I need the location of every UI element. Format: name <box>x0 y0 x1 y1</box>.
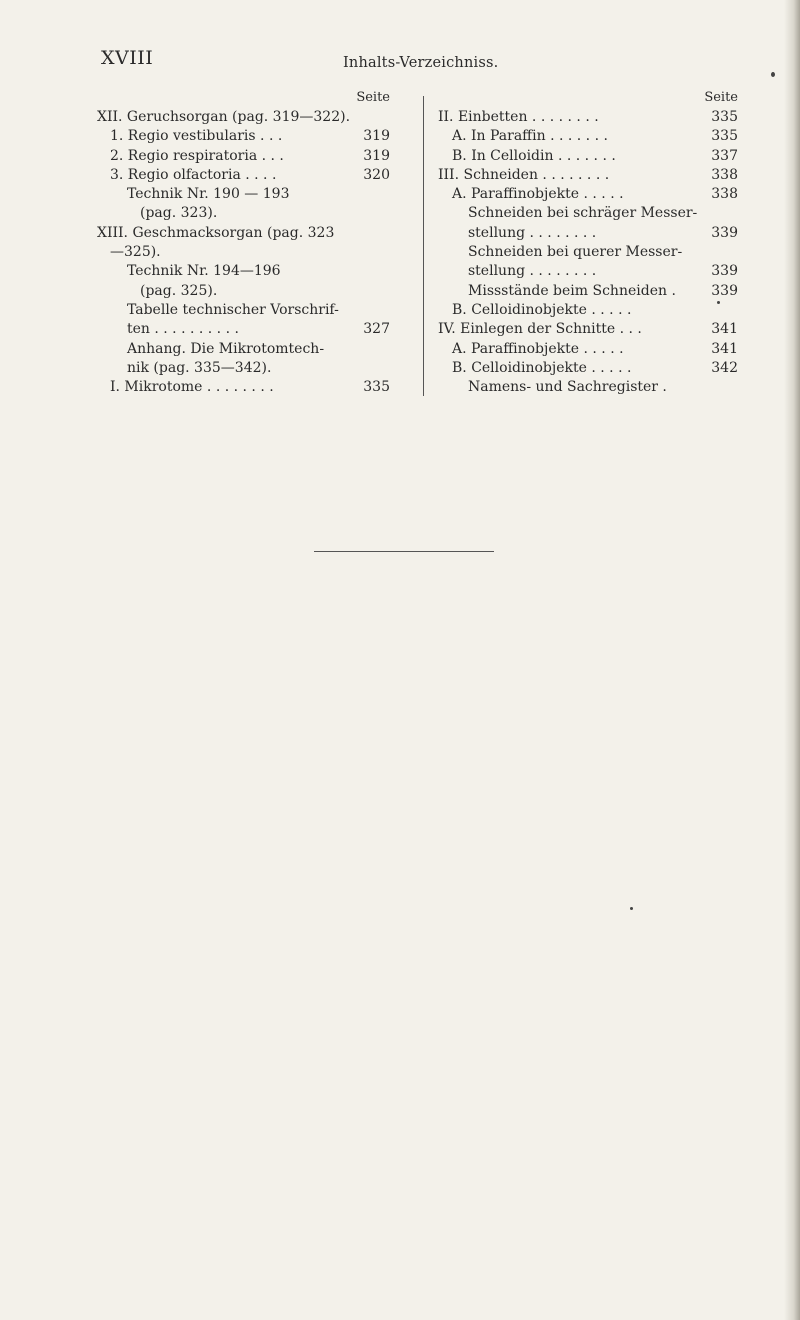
toc-entry-page: 339 <box>711 263 738 280</box>
toc-entry <box>97 320 390 339</box>
toc-entry <box>438 282 738 301</box>
toc-entry-page: 337 <box>711 147 738 164</box>
toc-entry-text: stellung . . . . . . . . <box>468 224 597 241</box>
toc-entry-page: 341 <box>711 321 738 338</box>
paper-speck <box>771 72 775 77</box>
toc-entry <box>97 166 390 185</box>
toc-entry <box>438 204 738 223</box>
toc-entry-page: 342 <box>711 359 738 376</box>
toc-entry-text: Missstände beim Schneiden . <box>468 282 676 299</box>
toc-entry-text: III. Schneiden . . . . . . . . <box>438 166 610 183</box>
seite-label-left: Seite <box>356 90 390 105</box>
toc-entry-text: B. Celloidinobjekte . . . . . <box>452 301 632 318</box>
toc-entry-text: stellung . . . . . . . . <box>468 263 597 280</box>
footer-rule <box>314 551 494 552</box>
toc-entry-page: 319 <box>363 128 390 145</box>
toc-entry <box>438 301 738 320</box>
toc-entry <box>97 340 390 359</box>
toc-entry <box>438 185 738 204</box>
toc-entry-text: A. Paraffinobjekte . . . . . <box>452 340 624 357</box>
toc-entry-page: 335 <box>711 109 738 125</box>
toc-entry-text: 1. Regio vestibularis . . . <box>110 128 283 145</box>
toc-entry-text: Anhang. Die Mikrotomtech- <box>127 340 325 357</box>
toc-entry <box>438 262 738 281</box>
toc-entry <box>97 359 390 378</box>
toc-entry-page: 319 <box>363 147 390 164</box>
toc-entry <box>438 108 738 127</box>
toc-entry-text: 2. Regio respiratoria . . . <box>110 147 284 164</box>
toc-entry-page: 338 <box>711 186 738 203</box>
paper-speck <box>630 907 633 910</box>
toc-entry-text: XII. Geruchsorgan (pag. 319—322). <box>97 109 351 125</box>
toc-entry-text: A. In Paraffin . . . . . . . <box>452 128 608 145</box>
running-title: Inhalts-Verzeichniss. <box>343 55 499 71</box>
toc-entry-text: —325). <box>110 244 161 261</box>
toc-entry-text: IV. Einlegen der Schnitte . . . <box>438 321 642 338</box>
toc-entry-page: 341 <box>711 340 738 357</box>
toc-entry-text: 3. Regio olfactoria . . . . <box>110 166 277 183</box>
toc-entry <box>438 243 738 262</box>
toc-entry-text: Technik Nr. 194—196 <box>127 263 281 280</box>
toc-entry <box>438 166 738 185</box>
column-divider <box>423 96 424 396</box>
toc-entry-text: Schneiden bei schräger Messer- <box>468 205 698 222</box>
toc-entry <box>97 243 390 262</box>
toc-entry-text: Tabelle technischer Vorschrif- <box>127 301 339 318</box>
toc-entry-page: 339 <box>711 224 738 241</box>
toc-entry-page: 335 <box>711 128 738 145</box>
toc-entry-page: 339 <box>711 282 738 299</box>
toc-entry <box>438 147 738 166</box>
toc-entry <box>438 127 738 146</box>
toc-entry-text: B. Celloidinobjekte . . . . . <box>452 359 632 376</box>
toc-entry-page: 338 <box>711 166 738 183</box>
toc-right-column <box>438 88 738 397</box>
toc-entry-text: Schneiden bei querer Messer- <box>468 244 683 261</box>
toc-entry-text: II. Einbetten . . . . . . . . <box>438 109 599 125</box>
seite-label-right: Seite <box>704 90 738 105</box>
toc-entry-text: XIII. Geschmacksorgan (pag. 323 <box>97 224 335 241</box>
page-number: XVIII <box>101 47 154 69</box>
toc-entry-text: (pag. 323). <box>140 205 218 222</box>
paper-speck <box>717 301 720 304</box>
toc-entry <box>97 301 390 320</box>
toc-entry-text: (pag. 325). <box>140 282 218 299</box>
toc-entry-text: A. Paraffinobjekte . . . . . <box>452 186 624 203</box>
toc-entry-text: Technik Nr. 190 — 193 <box>127 186 290 203</box>
toc-entry-text: ten . . . . . . . . . . <box>127 321 239 338</box>
toc-entry <box>97 224 390 243</box>
toc-entry <box>97 204 390 223</box>
toc-entry-text: Namens- und Sachregister . <box>468 379 667 396</box>
toc-entry <box>97 185 390 204</box>
toc-entry-text: I. Mikrotome . . . . . . . . <box>110 379 274 396</box>
toc-entry <box>97 108 390 127</box>
toc-entry-text: B. In Celloidin . . . . . . . <box>452 147 616 164</box>
toc-entry-text: nik (pag. 335—342). <box>127 359 272 376</box>
toc-entry <box>97 378 390 397</box>
toc-entry-page: 335 <box>363 379 390 396</box>
toc-entry <box>438 378 738 397</box>
toc-entry-page: 327 <box>363 321 390 338</box>
toc-entry <box>97 147 390 166</box>
toc-entry <box>438 224 738 243</box>
toc-left-column <box>97 88 390 397</box>
toc-entry <box>438 359 738 378</box>
toc-entry <box>97 262 390 281</box>
page-edge-shadow <box>784 0 800 1320</box>
toc-entry-page: 320 <box>363 166 390 183</box>
toc-entry <box>438 320 738 339</box>
toc-entry <box>97 282 390 301</box>
toc-entry <box>438 340 738 359</box>
toc-entry <box>97 127 390 146</box>
